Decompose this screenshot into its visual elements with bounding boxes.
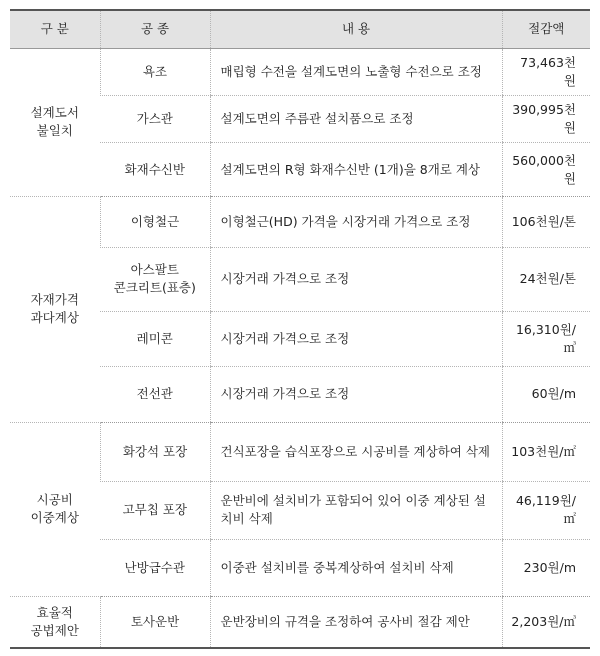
header-saving: 절감액 — [502, 10, 590, 49]
content-cell: 설계도면의 주름관 설치품으로 조정 — [210, 96, 502, 143]
work-cell: 아스팔트 콘크리트(표층) — [100, 248, 210, 312]
category-cell: 설계도서 불일치 — [10, 49, 100, 197]
saving-cell: 46,119원/㎡ — [502, 482, 590, 539]
header-work: 공 종 — [100, 10, 210, 49]
content-cell: 이중관 설치비를 중복계상하여 설치비 삭제 — [210, 539, 502, 596]
work-cell: 욕조 — [100, 49, 210, 96]
category-cell: 시공비 이중계상 — [10, 422, 100, 597]
saving-cell: 2,203원/㎥ — [502, 597, 590, 648]
work-cell: 가스관 — [100, 96, 210, 143]
saving-cell: 390,995천원 — [502, 96, 590, 143]
saving-cell: 103천원/㎡ — [502, 422, 590, 482]
work-cell: 화강석 포장 — [100, 422, 210, 482]
content-cell: 운반장비의 규격을 조정하여 공사비 절감 제안 — [210, 597, 502, 648]
saving-cell: 230원/m — [502, 539, 590, 596]
work-cell: 전선관 — [100, 367, 210, 422]
saving-cell: 24천원/톤 — [502, 248, 590, 312]
category-cell: 자재가격 과다계상 — [10, 196, 100, 422]
work-cell: 화재수신반 — [100, 143, 210, 196]
work-cell: 고무칩 포장 — [100, 482, 210, 539]
table-row — [10, 422, 590, 482]
work-cell: 레미콘 — [100, 311, 210, 366]
header-content: 내 용 — [210, 10, 502, 49]
content-cell: 시장거래 가격으로 조정 — [210, 311, 502, 366]
content-cell: 건식포장을 습식포장으로 시공비를 계상하여 삭제 — [210, 422, 502, 482]
content-cell: 이형철근(HD) 가격을 시장거래 가격으로 조정 — [210, 196, 502, 247]
content-cell: 시장거래 가격으로 조정 — [210, 248, 502, 312]
content-cell: 시장거래 가격으로 조정 — [210, 367, 502, 422]
category-cell: 효율적 공법제안 — [10, 597, 100, 648]
saving-cell: 60원/m — [502, 367, 590, 422]
saving-cell: 73,463천원 — [502, 49, 590, 96]
work-cell: 토사운반 — [100, 597, 210, 648]
saving-cell: 106천원/톤 — [502, 196, 590, 247]
header-category: 구 분 — [10, 10, 100, 49]
table-row — [10, 597, 590, 648]
cost-savings-table — [10, 9, 590, 649]
content-cell: 매립형 수전을 설계도면의 노출형 수전으로 조정 — [210, 49, 502, 96]
work-cell: 난방급수관 — [100, 539, 210, 596]
saving-cell: 16,310원/㎥ — [502, 311, 590, 366]
content-cell: 설계도면의 R형 화재수신반 (1개)을 8개로 계상 — [210, 143, 502, 196]
table-header-row — [10, 10, 590, 49]
saving-cell: 560,000천원 — [502, 143, 590, 196]
work-cell: 이형철근 — [100, 196, 210, 247]
content-cell: 운반비에 설치비가 포함되어 있어 이중 계상된 설치비 삭제 — [210, 482, 502, 539]
table-row — [10, 196, 590, 247]
table-row — [10, 49, 590, 96]
